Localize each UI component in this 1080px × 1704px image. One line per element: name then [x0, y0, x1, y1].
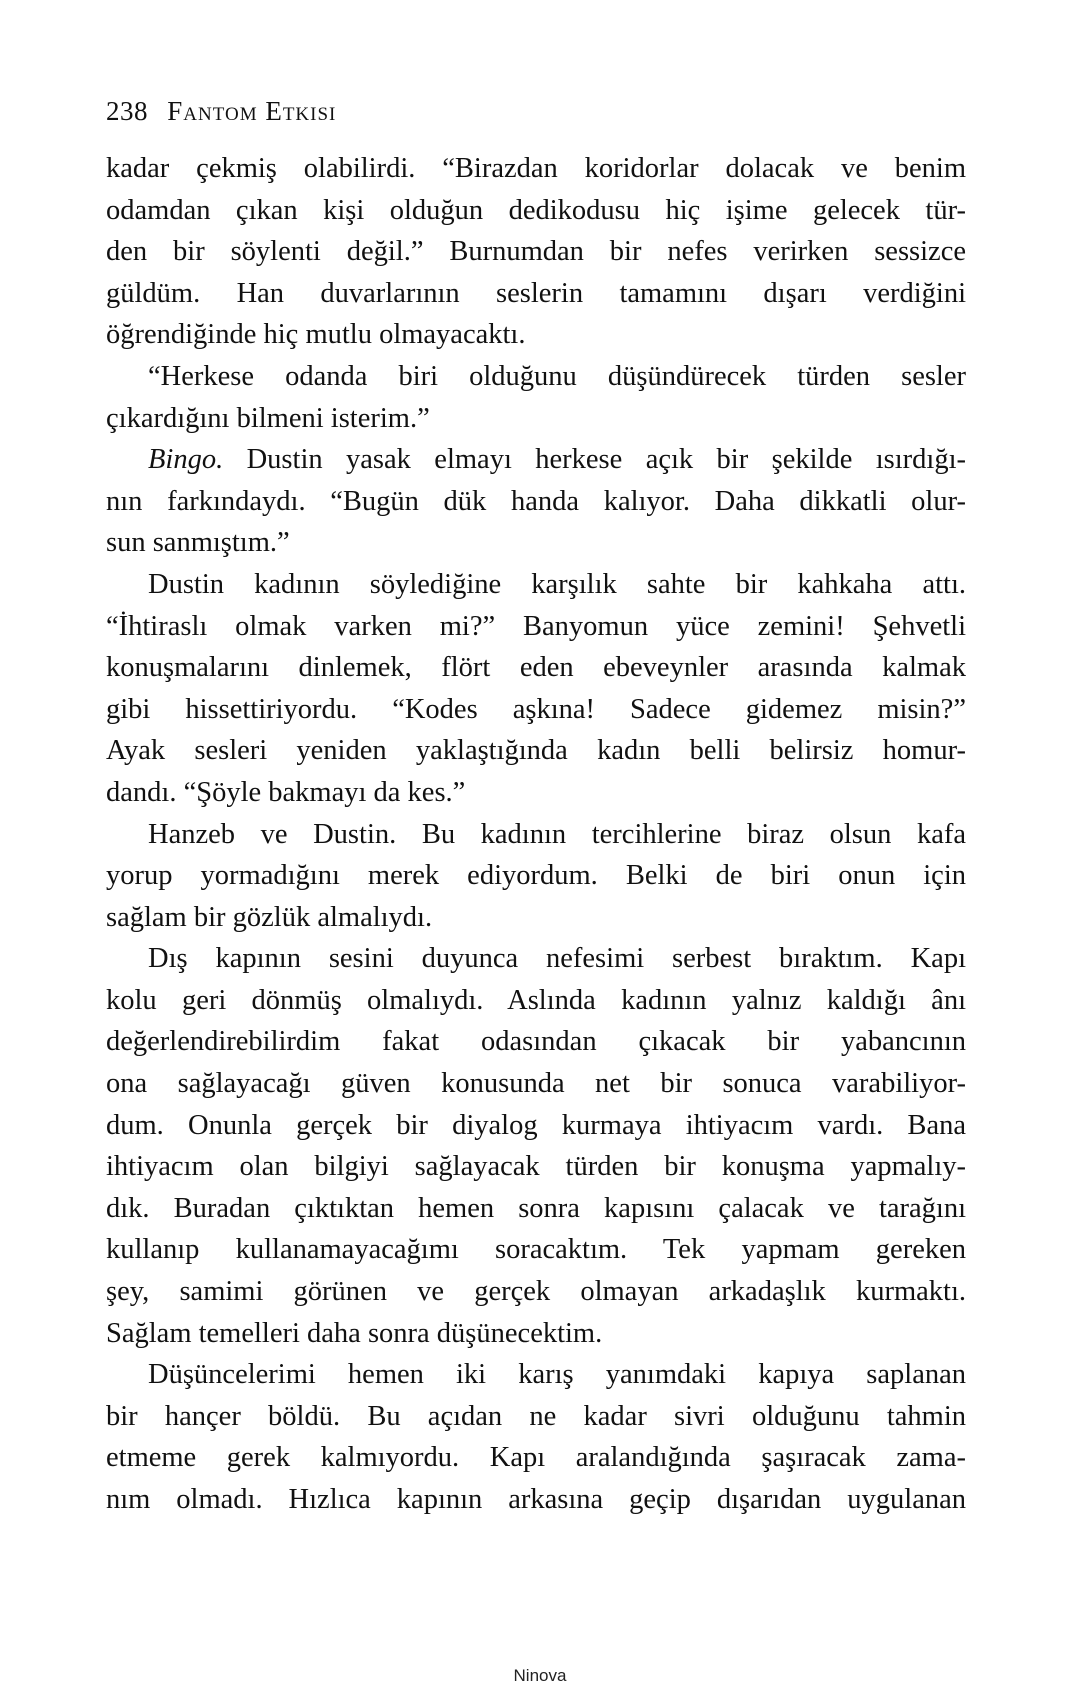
- text-line: [106, 980, 966, 1022]
- text-line: [106, 356, 966, 398]
- text-line: [106, 481, 966, 523]
- text-line-content: bir hançer böldü. Bu açıdan ne kadar sivri olduğunu tahmin: [106, 1400, 966, 1432]
- text-line-content: ona sağlayacağı güven konusunda net bir sonuca varabiliyor-: [106, 1068, 966, 1100]
- text-line: [106, 1396, 966, 1438]
- text-line: [106, 897, 966, 939]
- text-line-content: dandı. “Şöyle bakmayı da kes.”: [106, 776, 466, 808]
- text-line-content: Dustin kadının söylediğine karşılık sahte bir kahkaha attı.: [148, 568, 966, 600]
- text-line-content: nın farkındaydı. “Bugün dük handa kalıyor. Daha dikkatli olur-: [106, 485, 966, 517]
- text-line: [106, 606, 966, 648]
- italic-emphasis: Bingo.: [148, 444, 224, 476]
- text-line: [106, 730, 966, 772]
- text-line-content: den bir söylenti değil.” Burnumdan bir nefes verirken sessizce: [106, 236, 966, 268]
- text-line: [106, 1271, 966, 1313]
- text-line: [106, 439, 966, 481]
- text-line: [106, 398, 966, 440]
- book-title: Fantom Etkisi: [167, 96, 337, 126]
- text-line-content: kolu geri dönmüş olmalıydı. Aslında kadının yalnız kaldığı ânı: [106, 984, 966, 1016]
- text-line-content: “İhtiraslı olmak varken mi?” Banyomun yüce zemini! Şehvetli: [106, 610, 966, 642]
- text-line: [106, 190, 966, 232]
- text-line: [106, 1354, 966, 1396]
- text-line: [106, 647, 966, 689]
- text-line-content: Düşüncelerimi hemen iki karış yanımdaki kapıya saplanan: [148, 1359, 966, 1391]
- text-line-content: yorup yormadığını merek ediyordum. Belki de biri onun için: [106, 860, 966, 892]
- text-line: [106, 148, 966, 190]
- text-line: [106, 273, 966, 315]
- text-line: [106, 938, 966, 980]
- text-line-content: Sağlam temelleri daha sonra düşünecektim.: [106, 1317, 603, 1349]
- text-line-content: kadar çekmiş olabilirdi. “Birazdan koridorlar dolacak ve benim: [106, 153, 966, 184]
- body-text: [106, 148, 966, 1521]
- text-line-content: dık. Buradan çıktıktan hemen sonra kapısını çalacak ve tarağını: [106, 1192, 966, 1224]
- text-line: [106, 564, 966, 606]
- text-line-content: öğrendiğinde hiç mutlu olmayacaktı.: [106, 319, 526, 351]
- text-line: [106, 1313, 966, 1355]
- text-line: [106, 1188, 966, 1230]
- running-head: [106, 96, 336, 127]
- text-line: [106, 772, 966, 814]
- text-line-content: çıkardığını bilmeni isterim.”: [106, 402, 430, 434]
- text-line-content: Hanzeb ve Dustin. Bu kadının tercihlerine biraz olsun kafa: [148, 818, 966, 850]
- text-line-content: güldüm. Han duvarlarının seslerin tamamını dışarı verdiğini: [106, 277, 966, 309]
- text-line: [106, 1021, 966, 1063]
- text-line: [106, 1105, 966, 1147]
- text-line: [106, 1437, 966, 1479]
- publisher-footer: Ninova: [513, 1666, 567, 1685]
- text-line-content: şey, samimi görünen ve gerçek olmayan arkadaşlık kurmaktı.: [106, 1276, 966, 1308]
- text-line-content: Dış kapının sesini duyunca nefesimi serbest bıraktım. Kapı: [148, 943, 966, 975]
- text-line-content: odamdan çıkan kişi olduğun dedikodusu hiç işime gelecek tür-: [106, 194, 966, 226]
- text-line: [106, 1229, 966, 1271]
- page-number: 238: [106, 96, 148, 126]
- text-line-content: konuşmalarını dinlemek, flört eden ebeveynler arasında kalmak: [106, 652, 966, 684]
- text-line-content: gibi hissettiriyordu. “Kodes aşkına! Sadece gidemez misin?”: [106, 693, 966, 725]
- text-line-content: nım olmadı. Hızlıca kapının arkasına geçip dışarıdan uygulanan: [106, 1484, 966, 1515]
- text-line-content: Ayak sesleri yeniden yaklaştığında kadın belli belirsiz homur-: [106, 735, 966, 767]
- text-line-content: “Herkese odanda biri olduğunu düşündürecek türden sesler: [148, 360, 966, 392]
- text-line: [106, 1146, 966, 1188]
- text-line: [106, 231, 966, 273]
- text-line: [106, 814, 966, 856]
- text-line-content: Dustin yasak elmayı herkese açık bir şekilde ısırdığı-: [223, 444, 966, 476]
- text-line-content: etmeme gerek kalmıyordu. Kapı aralandığında şaşıracak zama-: [106, 1442, 966, 1474]
- text-line: [106, 689, 966, 731]
- text-line-content: sun sanmıştım.”: [106, 527, 290, 559]
- text-line: [106, 522, 966, 564]
- text-line-content: sağlam bir gözlük almalıydı.: [106, 901, 433, 933]
- text-line: [106, 314, 966, 356]
- text-line-content: ihtiyacım olan bilgiyi sağlayacak türden bir konuşma yapmalıy-: [106, 1151, 966, 1183]
- text-line-content: dum. Onunla gerçek bir diyalog kurmaya ihtiyacım vardı. Bana: [106, 1109, 966, 1141]
- text-line: [106, 1063, 966, 1105]
- text-line-content: kullanıp kullanamayacağımı soracaktım. Tek yapmam gereken: [106, 1234, 966, 1266]
- text-line-content: değerlendirebilirdim fakat odasından çıkacak bir yabancının: [106, 1026, 966, 1058]
- text-line: [106, 855, 966, 897]
- text-line: [106, 1479, 966, 1521]
